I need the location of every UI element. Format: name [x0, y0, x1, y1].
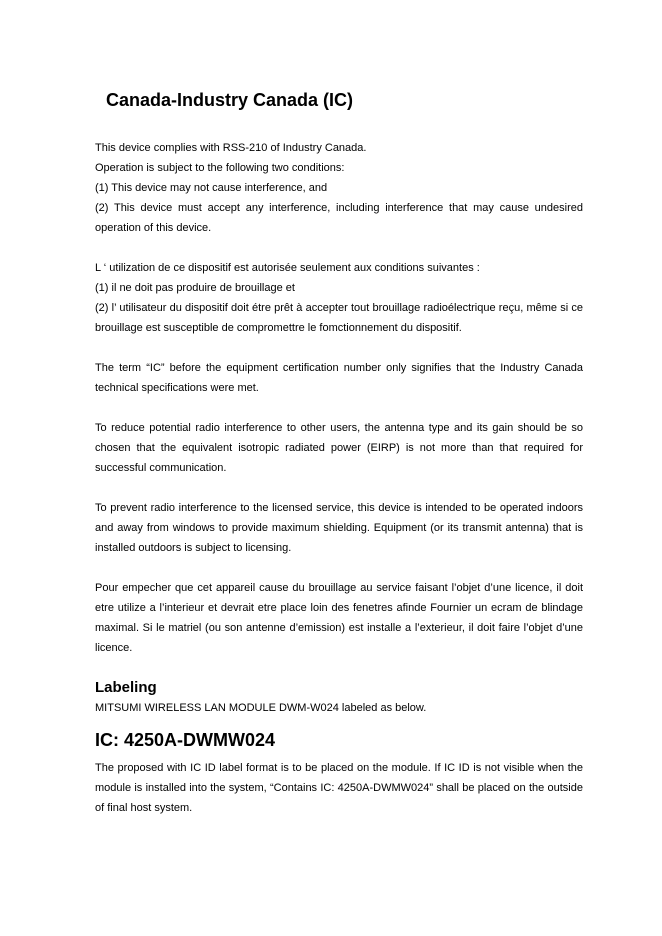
french-line: (2) l’ utilisateur du dispositif doit étre prêt à accepter tout brouillage radioélectrique reçu, même si ce brouillage est susceptible de compromettre le fomctionnement du dispositif.	[95, 302, 583, 334]
labeling-text: MITSUMI WIRELESS LAN MODULE DWM-W024 labeled as below.	[95, 702, 427, 714]
compliance-section	[95, 138, 583, 238]
french-conditions-section	[95, 258, 583, 338]
page-title: Canada-Industry Canada (IC)	[106, 90, 354, 110]
compliance-line: (2) This device must accept any interference, including interference that may cause undesired operation of this device.	[95, 202, 583, 234]
french-licence-paragraph: Pour empecher que cet appareil cause du brouillage au service faisant l’objet d’une licence, il doit etre utilize a l’interieur et devrait etre place loin des fenetres afinde Fournier un ecram de blindage maximal. Si le matriel (ou son antenne d’emission) est installe a l’exterieur, il doit faire l’objet d’une licence.	[95, 582, 583, 654]
antenna-paragraph: To reduce potential radio interference to other users, the antenna type and its gain should be so chosen that the equivalent isotropic radiated power (EIRP) is not more than that required for successful communication.	[95, 422, 583, 474]
document-page	[95, 88, 583, 818]
ic-label-paragraph: The proposed with IC ID label format is to be placed on the module. If IC ID is not visible when the module is installed into the system, “Contains IC: 4250A-DWMW024” shall be placed on the outside of final host system.	[95, 762, 583, 814]
french-line: L ‘ utilization de ce dispositif est autorisée seulement aux conditions suivantes :	[95, 262, 480, 274]
compliance-line: (1) This device may not cause interference, and	[95, 182, 328, 194]
compliance-line: This device complies with RSS-210 of Industry Canada.	[95, 142, 367, 154]
ic-id-heading: IC: 4250A-DWMW024	[95, 730, 276, 750]
antenna-section	[95, 418, 583, 478]
compliance-line: Operation is subject to the following two conditions:	[95, 162, 345, 174]
french-licence-section	[95, 578, 583, 658]
indoor-paragraph: To prevent radio interference to the licensed service, this device is intended to be operated indoors and away from windows to provide maximum shielding. Equipment (or its transmit antenna) that is installed outdoors is subject to licensing.	[95, 502, 583, 554]
french-line: (1) il ne doit pas produire de brouillage et	[95, 282, 295, 294]
indoor-section	[95, 498, 583, 558]
labeling-heading: Labeling	[95, 679, 157, 696]
ic-term-section	[95, 358, 583, 398]
ic-term-paragraph: The term “IC” before the equipment certification number only signifies that the Industry Canada technical specifications were met.	[95, 362, 583, 394]
